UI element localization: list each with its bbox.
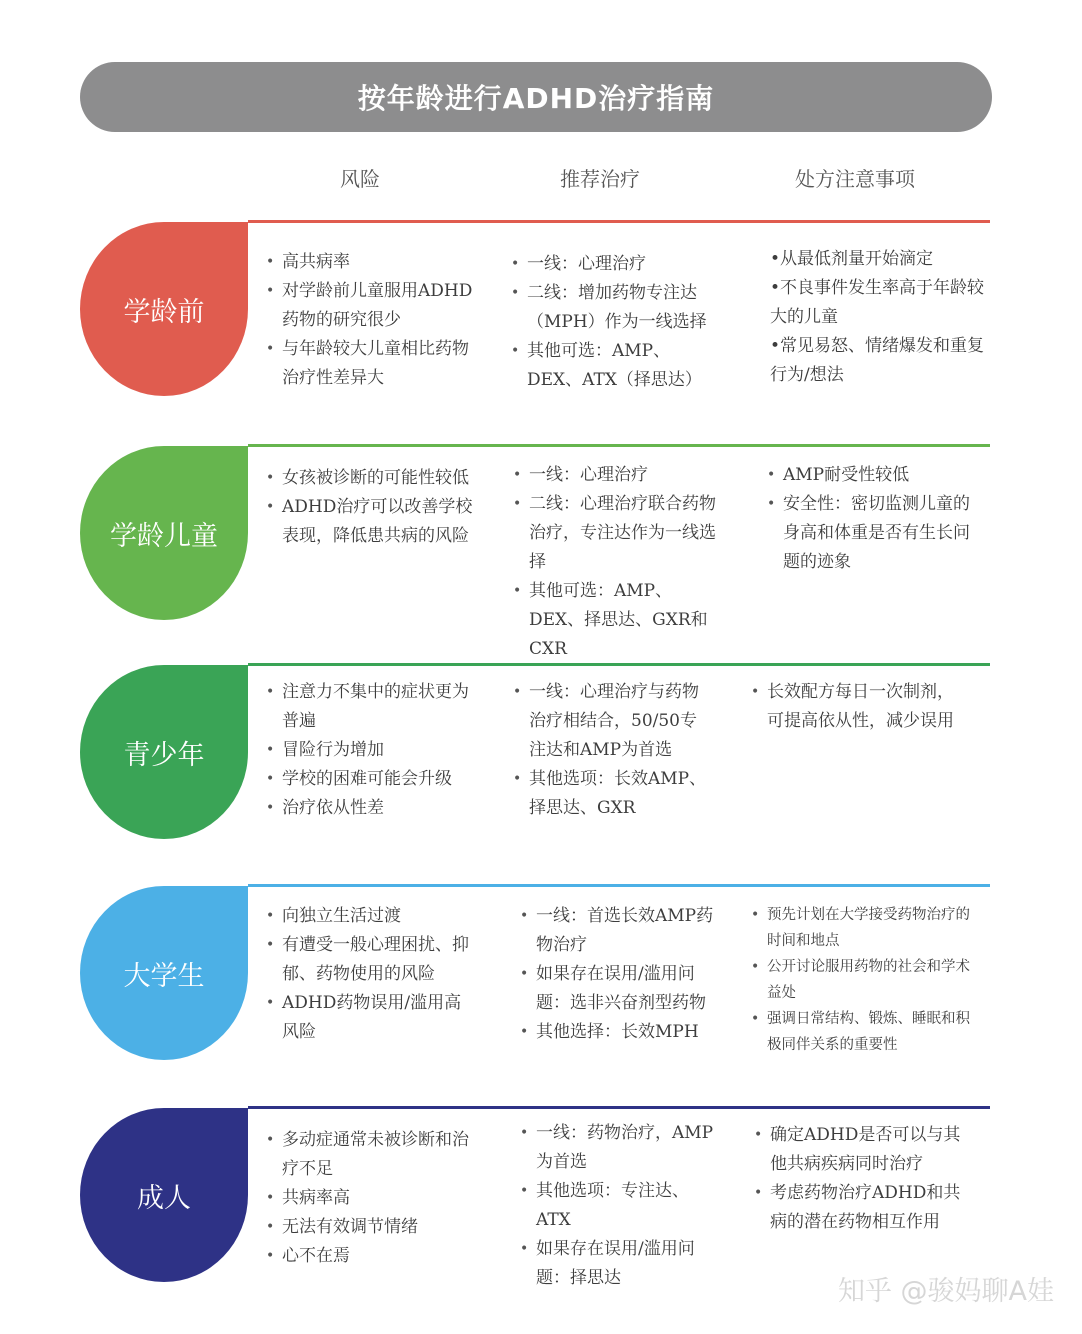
treatment-cell bbox=[520, 1119, 720, 1293]
list-item: • 冒险行为增加 bbox=[266, 736, 476, 765]
list-item: • 一线：心理治疗 bbox=[511, 250, 721, 279]
note-line: •从最低剂量开始滴定 bbox=[770, 249, 934, 269]
age-badge bbox=[80, 446, 248, 620]
note-line: •常见易怒、情绪爆发和重复行为/想法 bbox=[770, 336, 985, 385]
notes-cell bbox=[751, 678, 961, 736]
column-header-treatment: 推荐治疗 bbox=[560, 167, 640, 191]
list-item: • 考虑药物治疗ADHD和共病的潜在药物相互作用 bbox=[754, 1179, 969, 1237]
age-label: 成人 bbox=[137, 1182, 191, 1214]
list-item: • 其他选择：长效MPH bbox=[520, 1018, 720, 1047]
list-item: • 与年龄较大儿童相比药物治疗性差异大 bbox=[266, 335, 476, 393]
age-badge bbox=[80, 665, 248, 839]
notes-cell bbox=[751, 902, 981, 1058]
list-item: • 其他选项：长效AMP、择思达、GXR bbox=[513, 765, 713, 823]
row-adolescent bbox=[0, 663, 1082, 863]
treatment-cell bbox=[513, 461, 723, 664]
list-item: • 对学龄前儿童服用ADHD药物的研究很少 bbox=[266, 277, 476, 335]
age-badge bbox=[80, 222, 248, 396]
column-header-notes: 处方注意事项 bbox=[795, 167, 915, 191]
list-item: • 其他可选：AMP、DEX、择思达、GXR和CXR bbox=[513, 577, 723, 664]
list-item: • ADHD药物误用/滥用高风险 bbox=[266, 989, 476, 1047]
list-item: • 无法有效调节情绪 bbox=[266, 1213, 476, 1242]
notes-cell bbox=[767, 461, 977, 577]
list-item: • AMP耐受性较低 bbox=[767, 461, 977, 490]
list-item: • 强调日常结构、锻炼、睡眠和积极同伴关系的重要性 bbox=[751, 1006, 981, 1058]
list-item: • 有遭受一般心理困扰、抑郁、药物使用的风险 bbox=[266, 931, 476, 989]
note-line: •不良事件发生率高于年龄较大的儿童 bbox=[770, 278, 985, 327]
risk-cell bbox=[266, 902, 476, 1047]
risk-cell bbox=[266, 678, 476, 823]
age-label: 学龄前 bbox=[123, 296, 205, 328]
list-item: • 长效配方每日一次制剂，可提高依从性，减少误用 bbox=[751, 678, 961, 736]
age-badge bbox=[80, 1108, 248, 1282]
row-school-age bbox=[0, 444, 1082, 659]
list-item: • 一线：药物治疗，AMP为首选 bbox=[520, 1119, 720, 1177]
age-label: 大学生 bbox=[123, 960, 205, 992]
list-item: • 一线：心理治疗 bbox=[513, 461, 723, 490]
row-divider bbox=[248, 663, 990, 666]
column-header-risk: 风险 bbox=[340, 167, 380, 191]
row-preschool bbox=[0, 220, 1082, 400]
list-item: • 多动症通常未被诊断和治疗不足 bbox=[266, 1126, 476, 1184]
list-item: • 心不在焉 bbox=[266, 1242, 476, 1271]
age-label: 青少年 bbox=[123, 739, 205, 771]
list-item: • 如果存在误用/滥用问题：择思达 bbox=[520, 1235, 720, 1293]
watermark: 知乎 @骏妈聊A娃 bbox=[837, 1276, 1054, 1307]
row-adult bbox=[0, 1106, 1082, 1296]
list-item: • 高共病率 bbox=[266, 248, 476, 277]
list-item: • 如果存在误用/滥用问题：选非兴奋剂型药物 bbox=[520, 960, 720, 1018]
list-item: • 女孩被诊断的可能性较低 bbox=[266, 464, 476, 493]
age-badge bbox=[80, 886, 248, 1060]
list-item: • 向独立生活过渡 bbox=[266, 902, 476, 931]
row-divider bbox=[248, 884, 990, 887]
list-item: • 公开讨论服用药物的社会和学术益处 bbox=[751, 954, 981, 1006]
list-item: • 二线：增加药物专注达（MPH）作为一线选择 bbox=[511, 279, 721, 337]
row-divider bbox=[248, 220, 990, 223]
list-item: • 共病率高 bbox=[266, 1184, 476, 1213]
treatment-cell bbox=[511, 250, 721, 395]
page-title: 按年龄进行ADHD治疗指南 bbox=[357, 82, 715, 115]
risk-cell bbox=[266, 464, 476, 551]
list-item: • 安全性：密切监测儿童的身高和体重是否有生长问题的迹象 bbox=[767, 490, 977, 577]
treatment-cell bbox=[520, 902, 720, 1047]
treatment-cell bbox=[513, 678, 713, 823]
risk-cell bbox=[266, 1126, 476, 1271]
row-divider bbox=[248, 1106, 990, 1109]
list-item: • 学校的困难可能会升级 bbox=[266, 765, 476, 794]
notes-cell bbox=[754, 1121, 969, 1237]
list-item: • 其他可选：AMP、DEX、ATX（择思达） bbox=[511, 337, 721, 395]
row-college bbox=[0, 884, 1082, 1084]
list-item: • 确定ADHD是否可以与其他共病疾病同时治疗 bbox=[754, 1121, 969, 1179]
list-item: • 二线：心理治疗联合药物治疗，专注达作为一线选择 bbox=[513, 490, 723, 577]
list-item: • 其他选项：专注达、ATX bbox=[520, 1177, 720, 1235]
list-item: • 预先计划在大学接受药物治疗的时间和地点 bbox=[751, 902, 981, 954]
list-item: • 一线：首选长效AMP药物治疗 bbox=[520, 902, 720, 960]
row-divider bbox=[248, 444, 990, 447]
risk-cell bbox=[266, 248, 476, 393]
title-banner bbox=[80, 62, 992, 132]
notes-cell bbox=[770, 245, 990, 390]
list-item: • 治疗依从性差 bbox=[266, 794, 476, 823]
list-item: • 一线：心理治疗与药物治疗相结合，50/50专注达和AMP为首选 bbox=[513, 678, 713, 765]
list-item: • ADHD治疗可以改善学校表现，降低患共病的风险 bbox=[266, 493, 476, 551]
age-label: 学龄儿童 bbox=[110, 520, 218, 552]
list-item: • 注意力不集中的症状更为普遍 bbox=[266, 678, 476, 736]
